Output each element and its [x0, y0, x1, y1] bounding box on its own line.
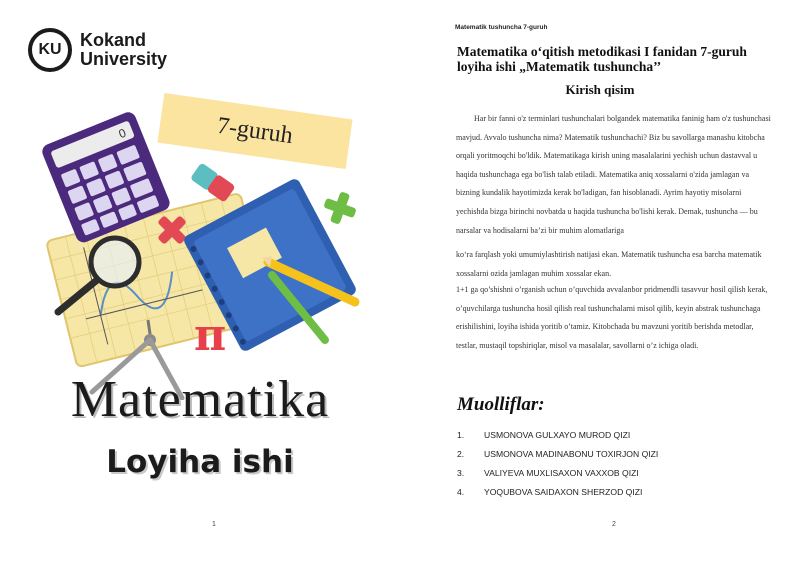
- author-name: VALIYEVA MUXLISAXON VAXXOB QIZI: [484, 468, 639, 478]
- paragraph-2: ko‘ra farqlash yoki umumiylashtirish natijasi ekan. Matematik tushuncha esa barcha matematik xossalarni ozida jamlagan muhim xossalar ekan.: [456, 250, 762, 278]
- document-title: Matematika o‘qitish metodikasi I fanidan 7-guruh loyiha ishi „Matematik tushuncha’’: [457, 44, 747, 74]
- paragraph-1: Har bir fanni o'z terminlari tushunchalari bolgandek matematika faninig ham o'z tushunchasi mavjud. Avvalo tushuncha nima? Matematik tushunchachi? Biz bu savollarga manashu kitobcha orqali yoritmoqchi bo'ldik. Matematikaga kirish uning masalalarini yechish uchun dastavval u haqida tushunchaga ega bo'lish talab etiladi. Matematika aniq xossalarni o'zida jamlagan va bizning kundalik hayotimizda kerak bo'ladigan, fan hisoblanadi. Ayrim hayotiy misolarni yechishda bizga birinchi novbatda u haqida tushuncha bo'lishi kerak. Demak, tushuncha — bu narsalar va hodisalarni ba’zi bir muhim alomatlariga: [456, 114, 771, 235]
- author-name: USMONOVA MADINABONU TOXIRJON QIZI: [484, 449, 659, 459]
- author-number: 2.: [457, 449, 465, 459]
- authors-heading: Muolliflar:: [457, 394, 545, 415]
- authors-list: [457, 426, 658, 502]
- author-number: 3.: [457, 468, 465, 478]
- list-item: [457, 426, 658, 445]
- group-tag-label: 7-guruh: [215, 112, 295, 149]
- calculator-display: 0: [116, 125, 129, 142]
- pi-icon: π: [194, 310, 227, 361]
- ku-logo-mark: KU: [28, 28, 72, 72]
- author-name: USMONOVA GULXAYO MUROD QIZI: [484, 430, 631, 440]
- author-number: 4.: [457, 487, 465, 497]
- list-item: [457, 483, 658, 502]
- author-number: 1.: [457, 430, 465, 440]
- section-heading: Kirish qisim: [565, 82, 635, 97]
- list-item: [457, 464, 658, 483]
- plus-icon: [319, 187, 360, 228]
- logo-line-2: University: [80, 49, 168, 69]
- cover-title: Matematika: [70, 371, 330, 428]
- paragraph-3: 1+1 ga qo’shishni o’rganish uchun o’quvchida avvalanbor pridmendli tasavvur hosil qilish kerak, o’quvchilarga tushuncha hosil qilish real tushunchalarni misol qilib, keyin abstrak tushunchaga erishilishini, loyiha ishida yoritib o’tamiz. Kitobchada bu mavzuni yoritib berishda metodlar, testlar, mustaqil topshiriqlar, misol va masalalar, savollarni o’z ichiga oladi.: [456, 285, 768, 350]
- page-number-left: 1: [212, 521, 216, 528]
- document-page: [400, 0, 800, 565]
- running-header: Matematik tushuncha 7-guruh: [455, 24, 548, 31]
- author-name: YOQUBOVA SAIDAXON SHERZOD QIZI: [484, 487, 643, 497]
- page-number-right: 2: [612, 521, 616, 528]
- math-illustration: [0, 0, 400, 400]
- logo-line-1: Kokand: [80, 30, 147, 50]
- list-item: [457, 445, 658, 464]
- cover-subtitle: Loyiha ishi: [106, 444, 294, 480]
